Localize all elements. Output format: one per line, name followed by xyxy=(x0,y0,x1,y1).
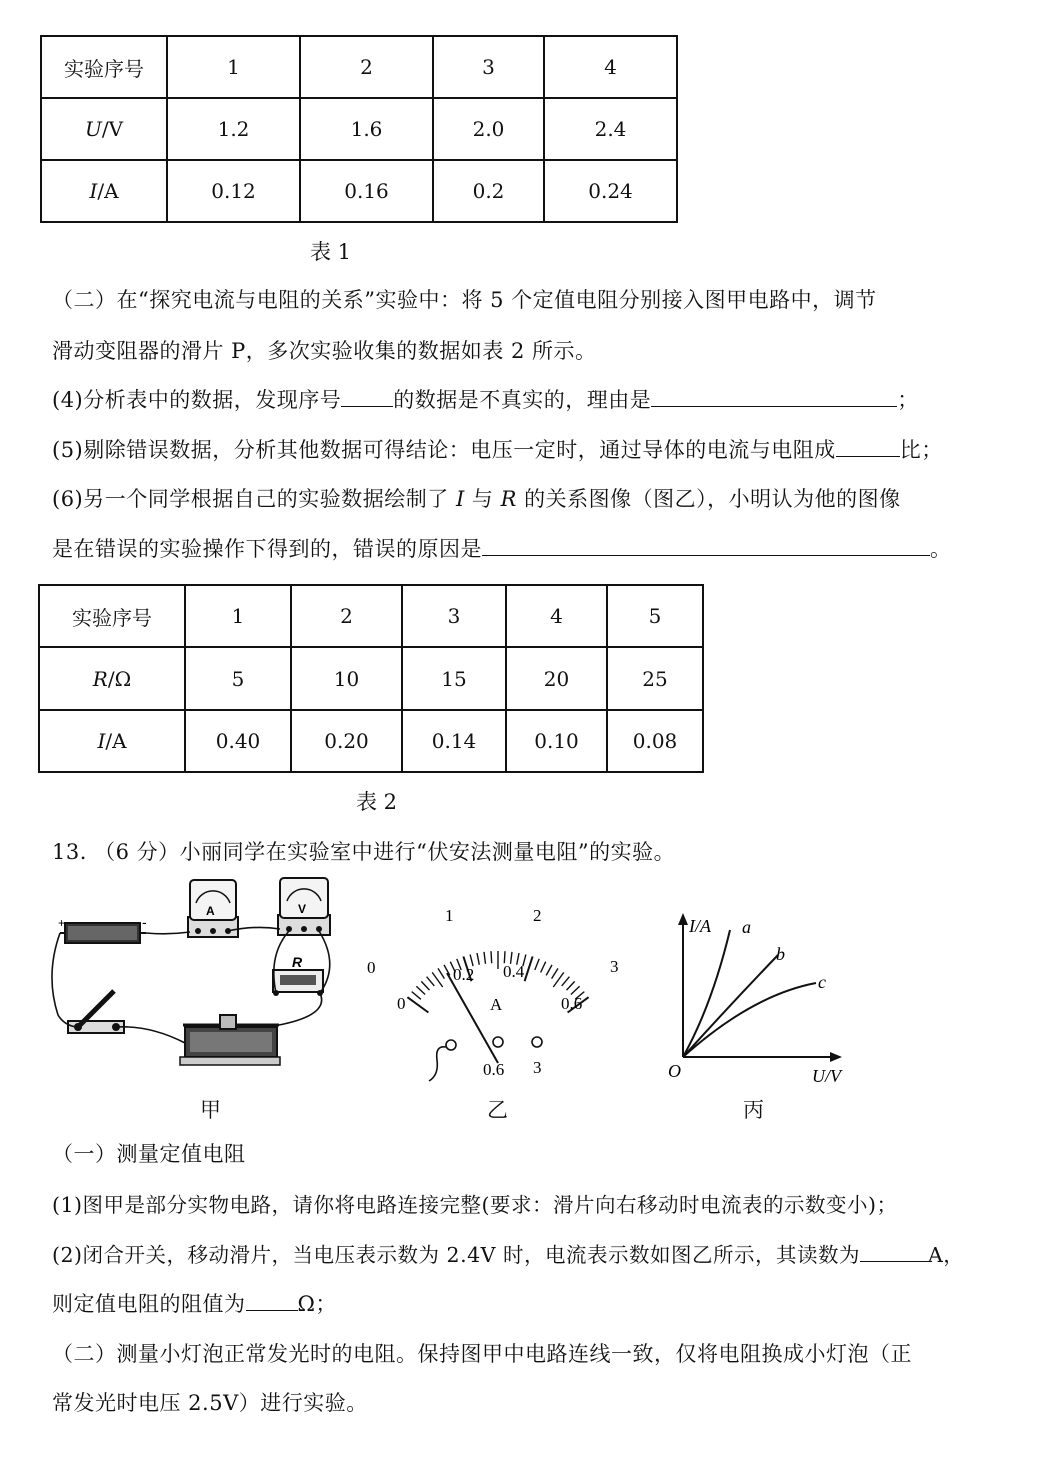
dial-tick xyxy=(535,959,539,970)
dial-tick xyxy=(412,992,421,1000)
table-header-cell: 1 xyxy=(167,36,300,98)
table-header-cell: 4 xyxy=(544,36,677,98)
terminal-label: 3 xyxy=(533,1058,542,1077)
battery-minus-label: - xyxy=(142,914,147,930)
table-header-cell: 3 xyxy=(402,585,506,647)
dial-tick xyxy=(567,981,575,990)
table-header-cell: 4 xyxy=(506,585,607,647)
dial-bottom-label: 0.4 xyxy=(503,962,525,981)
table-header-cell: 2 xyxy=(291,585,402,647)
answer-blank[interactable] xyxy=(246,1292,298,1311)
rheostat-icon xyxy=(180,1015,280,1065)
switch-icon xyxy=(68,991,124,1033)
answer-blank[interactable] xyxy=(651,388,897,407)
dial-top-label: 3 xyxy=(610,957,619,976)
dial-bottom-label: 0.2 xyxy=(453,965,475,984)
table-header-cell: 3 xyxy=(433,36,544,98)
subsection-2-line2: 常发光时电压 2.5V）进行实验。 xyxy=(52,1391,368,1415)
table-cell: 0.20 xyxy=(291,710,402,772)
dial-tick xyxy=(525,957,533,982)
dial-tick xyxy=(491,951,492,963)
x-axis-label: U/V xyxy=(812,1066,841,1086)
table-cell: 0.24 xyxy=(544,160,677,222)
table-cell: 25 xyxy=(607,647,703,710)
figure-yi-ammeter-dial xyxy=(355,895,645,1090)
row-label-resistance: R/Ω xyxy=(39,647,185,710)
dial-unit-label: A xyxy=(490,995,503,1014)
answer-blank[interactable] xyxy=(341,388,393,407)
ammeter-label: A xyxy=(206,904,215,918)
table-1 xyxy=(40,35,678,223)
question-5: (5)剔除错误数据，分析其他数据可得结论：电压一定时，通过导体的电流与电阻成 比； xyxy=(52,438,943,462)
answer-blank[interactable] xyxy=(836,438,900,457)
table-cell: 5 xyxy=(185,647,291,710)
curve-b-label: b xyxy=(776,944,785,964)
answer-blank[interactable] xyxy=(860,1243,928,1262)
table-cell: 0.40 xyxy=(185,710,291,772)
y-axis-label: I/A xyxy=(689,916,711,936)
dial-tick xyxy=(562,977,570,986)
dial-tick xyxy=(552,968,558,978)
question-13-title: 13. （6 分）小丽同学在实验室中进行“伏安法测量电阻”的实验。 xyxy=(52,840,676,864)
dial-top-label: 0 xyxy=(367,958,376,977)
dial-tick xyxy=(416,986,425,994)
subsection-1-title: （一）测量定值电阻 xyxy=(52,1142,246,1166)
row-label-current: I/A xyxy=(41,160,167,222)
table-cell: 0.16 xyxy=(300,160,433,222)
dial-bottom-label: 0.6 xyxy=(561,994,583,1013)
question-13-2: (2)闭合开关，移动滑片，当电压表示数为 2.4V 时，电流表示数如图乙所示，其读数为 A， xyxy=(52,1243,965,1267)
dial-tick xyxy=(438,968,444,978)
row-label-voltage: U/V xyxy=(41,98,167,160)
dial-tick xyxy=(541,962,546,973)
subsection-2-line1: （二）测量小灯泡正常发光时的电阻。保持图甲中电路连线一致，仅将电阻换成小灯泡（正 xyxy=(52,1342,912,1366)
row-label-current: I/A xyxy=(39,710,185,772)
table-cell: 0.14 xyxy=(402,710,506,772)
table-cell: 10 xyxy=(291,647,402,710)
table-cell: 2.4 xyxy=(544,98,677,160)
table-header-cell: 2 xyxy=(300,36,433,98)
curve-c xyxy=(683,983,816,1057)
table-cell: 1.2 xyxy=(167,98,300,160)
question-6: (6)另一个同学根据自己的实验数据绘制了 I 与 R 的关系图像（图乙），小明认为他的图像 xyxy=(52,487,901,511)
origin-label: O xyxy=(668,1061,681,1081)
curve-b xyxy=(683,955,778,1057)
battery-icon xyxy=(60,923,146,943)
resistor-icon xyxy=(273,970,323,996)
y-axis-arrow xyxy=(678,913,688,925)
table-header-cell: 实验序号 xyxy=(39,585,185,647)
part2-intro-line2: 滑动变阻器的滑片 P，多次实验收集的数据如表 2 所示。 xyxy=(52,339,597,363)
table-header-cell: 实验序号 xyxy=(41,36,167,98)
table-row xyxy=(41,98,677,160)
table-header-cell: 1 xyxy=(185,585,291,647)
terminal-label: 0.6 xyxy=(483,1060,505,1079)
figure-jia-circuit xyxy=(40,875,340,1090)
table-cell: 20 xyxy=(506,647,607,710)
table-2 xyxy=(38,584,704,773)
dial-tick xyxy=(421,981,429,990)
table-cell: 1.6 xyxy=(300,98,433,160)
question-13-1: (1)图甲是部分实物电路，请你将电路连接完整(要求：滑片向右移动时电流表的示数变小)； xyxy=(52,1193,898,1217)
table-cell: 0.12 xyxy=(167,160,300,222)
question-6-line2: 是在错误的实验操作下得到的，错误的原因是 。 xyxy=(52,537,952,561)
part2-intro-line1: （二）在“探究电流与电阻的关系”实验中：将 5 个定值电阻分别接入图甲电路中，调节 xyxy=(52,288,877,312)
dial-tick xyxy=(407,997,428,1012)
answer-blank[interactable] xyxy=(482,537,930,556)
table-row xyxy=(39,585,703,647)
figure-bing-label: 丙 xyxy=(743,1098,764,1122)
table-row xyxy=(39,647,703,710)
curve-a-label: a xyxy=(742,917,751,937)
dial-tick xyxy=(546,965,552,976)
table-2-caption: 表 2 xyxy=(356,790,398,814)
dial-bottom-label: 0 xyxy=(397,994,406,1013)
dial-top-label: 1 xyxy=(445,906,454,925)
question-13-2-line2: 则定值电阻的阻值为 Ω； xyxy=(52,1292,337,1316)
table-header-cell: 5 xyxy=(607,585,703,647)
table-cell: 15 xyxy=(402,647,506,710)
table-cell: 0.10 xyxy=(506,710,607,772)
question-4: (4)分析表中的数据，发现序号 的数据是不真实的，理由是 ； xyxy=(52,388,919,412)
x-axis-arrow xyxy=(830,1052,842,1062)
figure-jia-label: 甲 xyxy=(200,1098,221,1122)
table-1-caption: 表 1 xyxy=(310,240,352,264)
table-row xyxy=(39,710,703,772)
dial-tick xyxy=(477,953,479,965)
voltmeter-label: V xyxy=(298,902,307,916)
dial-top-label: 2 xyxy=(533,906,542,925)
table-row xyxy=(41,160,677,222)
dial-tick xyxy=(427,977,435,986)
table-cell: 2.0 xyxy=(433,98,544,160)
resistor-label: R xyxy=(292,954,303,970)
figure-bing-graph xyxy=(660,905,860,1090)
figure-yi-label: 乙 xyxy=(487,1098,508,1122)
table-row xyxy=(41,36,677,98)
table-cell: 0.08 xyxy=(607,710,703,772)
table-cell: 0.2 xyxy=(433,160,544,222)
curve-c-label: c xyxy=(818,972,826,992)
dial-tick xyxy=(484,952,486,964)
battery-plus-label: + xyxy=(58,916,66,930)
